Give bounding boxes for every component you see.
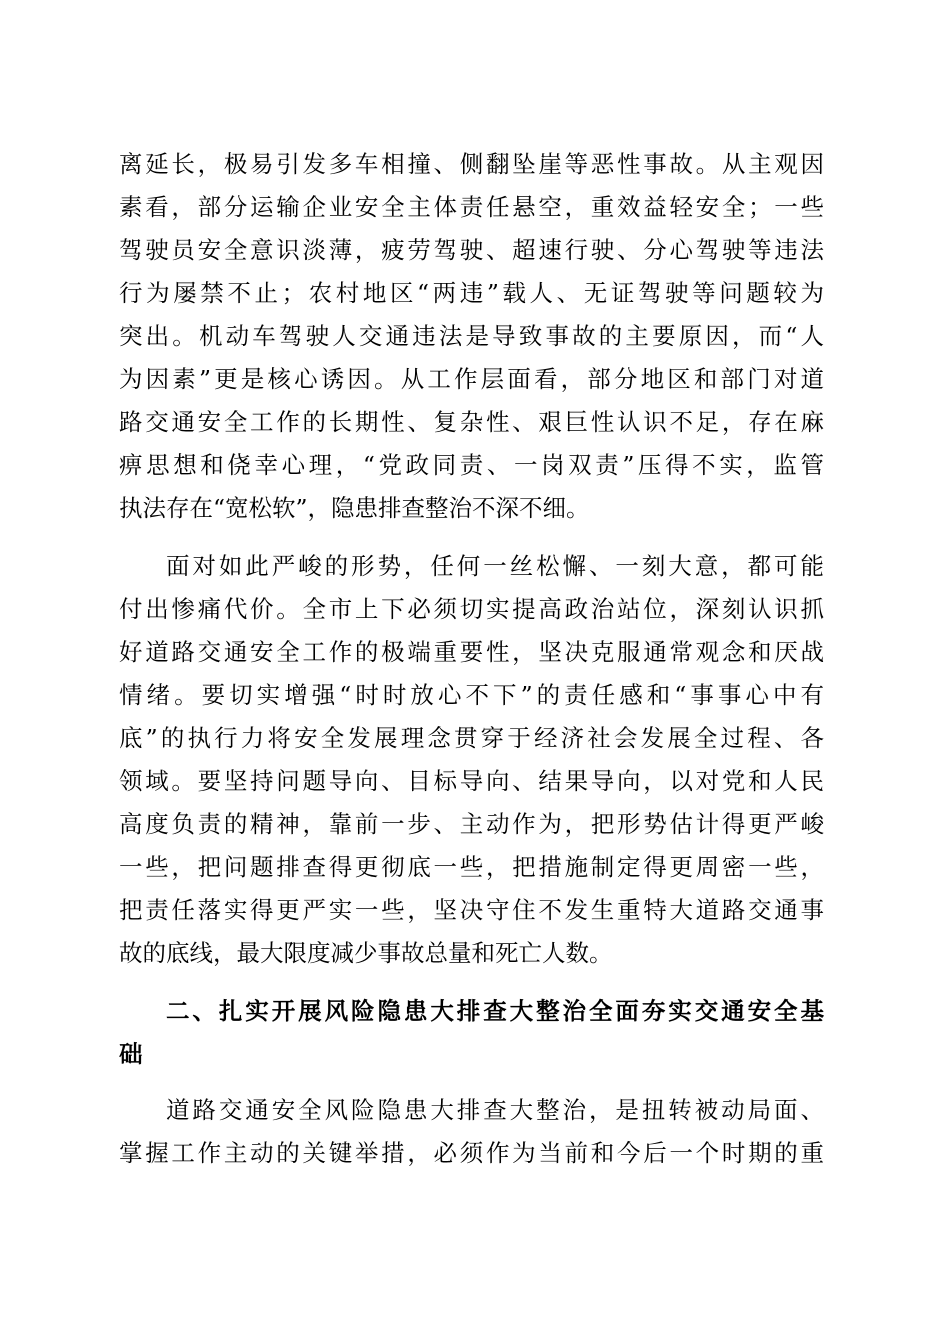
body-text-line: 执法存在“宽松软”，隐患排查整治不深不细。 [119,494,590,522]
body-text-line: 面对如此严峻的形势，任何一丝松懈、一刻大意，都可能 [166,552,824,580]
body-text-line: 驾驶员安全意识淡薄，疲劳驾驶、超速行驶、分心驾驶等违法 [119,236,824,264]
body-text-line: 底”的执行力将安全发展理念贯穿于经济社会发展全过程、各 [119,724,824,752]
body-text-line: 痹思想和侥幸心理，“党政同责、一岗双责”压得不实，监管 [119,451,824,479]
body-text-line: 情绪。要切实增强“时时放心不下”的责任感和“事事心中有 [119,681,824,709]
body-text-line: 突出。机动车驾驶人交通违法是导致事故的主要原因，而“人 [119,322,824,350]
body-text-line: 离延长，极易引发多车相撞、侧翻坠崖等恶性事故。从主观因 [119,150,824,178]
body-text-line: 行为屡禁不止；农村地区“两违”载人、无证驾驶等问题较为 [119,279,824,307]
body-text-line: 好道路交通安全工作的极端重要性，坚决克服通常观念和厌战 [119,638,824,666]
body-text-line: 路交通安全工作的长期性、复杂性、艰巨性认识不足，存在麻 [119,408,824,436]
body-text-line: 领域。要坚持问题导向、目标导向、结果导向，以对党和人民 [119,767,824,795]
body-text-line: 故的底线，最大限度减少事故总量和死亡人数。 [119,939,613,967]
body-text-line: 掌握工作主动的关键举措，必须作为当前和今后一个时期的重 [119,1139,824,1167]
body-text-line: 高度负责的精神，靠前一步、主动作为，把形势估计得更严峻 [119,810,824,838]
section-heading: 础 [119,1040,143,1068]
body-text-line: 一些，把问题排查得更彻底一些，把措施制定得更周密一些， [119,853,824,881]
body-text-line: 素看，部分运输企业安全主体责任悬空，重效益轻安全；一些 [119,193,824,221]
body-text-line: 把责任落实得更严实一些，坚决守住不发生重特大道路交通事 [119,896,824,924]
body-text-line: 道路交通安全风险隐患大排查大整治，是扭转被动局面、 [166,1096,824,1124]
section-heading: 二、扎实开展风险隐患大排查大整治全面夯实交通安全基 [166,997,824,1025]
body-text-line: 为因素”更是核心诱因。从工作层面看，部分地区和部门对道 [119,365,824,393]
body-text-line: 付出惨痛代价。全市上下必须切实提高政治站位，深刻认识抓 [119,595,824,623]
